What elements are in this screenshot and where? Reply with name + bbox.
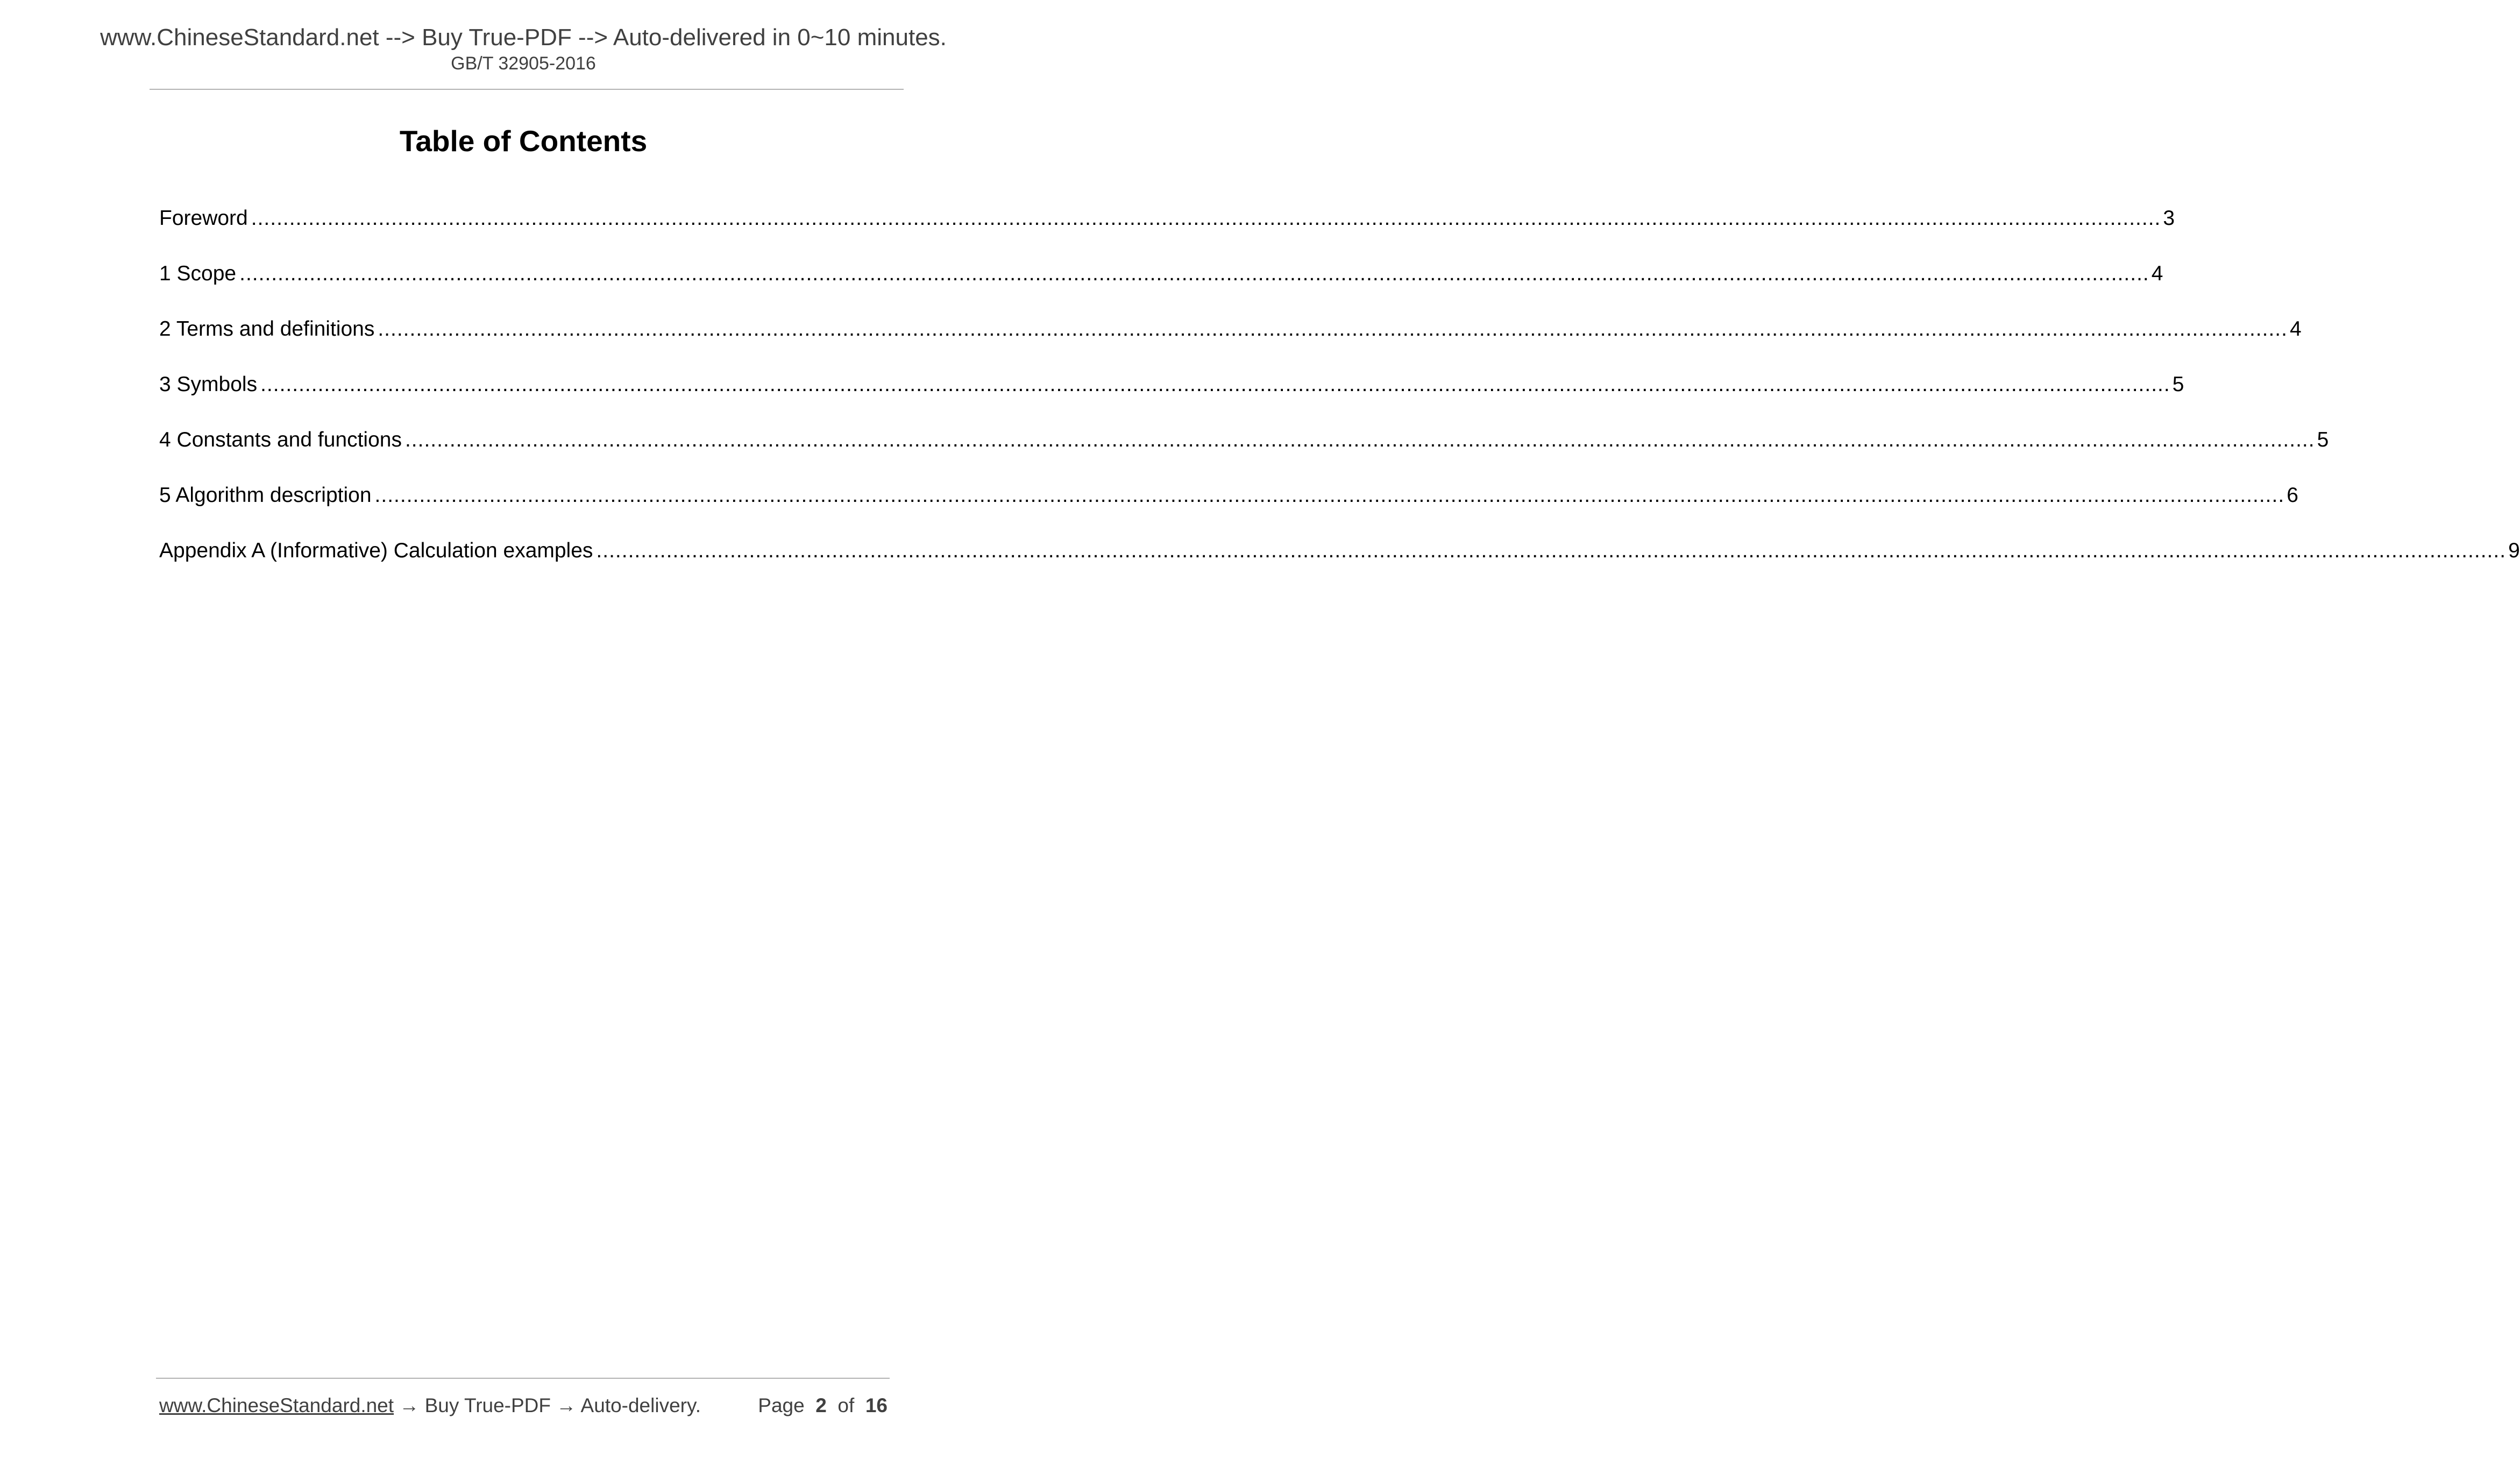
toc-entry-label: 3 Symbols <box>159 373 258 396</box>
toc-list <box>159 204 2520 592</box>
toc-leader-dots: ............................................................................................................................................................................................................................................................................................................ <box>251 207 2161 230</box>
page-current: 2 <box>815 1394 827 1416</box>
toc-leader-dots: ............................................................................................................................................................................................................................................................................................................ <box>404 428 2315 451</box>
toc-entry-label: 4 Constants and functions <box>159 428 402 451</box>
toc-leader-dots: ............................................................................................................................................................................................................................................................................................................ <box>374 484 2285 507</box>
toc-entry-scope[interactable] <box>159 260 2163 315</box>
header-banner: www.ChineseStandard.net --> Buy True-PDF --> Auto-delivered in 0~10 minutes. <box>100 24 947 51</box>
toc-leader-dots: ............................................................................................................................................................................................................................................................................................................ <box>239 262 2149 285</box>
toc-title: Table of Contents <box>399 124 648 158</box>
footer-buy-text: Buy True-PDF <box>424 1394 551 1416</box>
toc-entry-page: 9 <box>2508 539 2520 562</box>
arrow-right-icon: → <box>556 1394 577 1416</box>
header-divider <box>150 89 904 90</box>
toc-entry-label: 5 Algorithm description <box>159 484 372 507</box>
toc-entry-page: 5 <box>2172 373 2184 396</box>
toc-entry-algorithm[interactable] <box>159 481 2298 537</box>
toc-entry-label: Appendix A (Informative) Calculation examples <box>159 539 593 562</box>
document-id: GB/T 32905-2016 <box>451 53 596 74</box>
toc-entry-appendix-a[interactable] <box>159 537 2520 592</box>
toc-entry-foreword[interactable] <box>159 204 2175 260</box>
toc-entry-label: Foreword <box>159 207 248 230</box>
toc-entry-label: 2 Terms and definitions <box>159 317 375 341</box>
toc-entry-constants[interactable] <box>159 426 2329 481</box>
toc-entry-label: 1 Scope <box>159 262 237 285</box>
toc-entry-terms[interactable] <box>159 315 2302 371</box>
toc-entry-page: 4 <box>2151 262 2163 285</box>
toc-entry-page: 3 <box>2163 207 2175 230</box>
toc-entry-symbols[interactable] <box>159 371 2184 426</box>
page-word: Page <box>758 1394 805 1416</box>
page-number <box>758 1391 888 1421</box>
toc-entry-page: 5 <box>2317 428 2329 451</box>
footer-delivery-text: Auto-delivery. <box>580 1394 701 1416</box>
toc-entry-page: 4 <box>2289 317 2302 341</box>
toc-leader-dots: ............................................................................................................................................................................................................................................................................................................ <box>596 539 2507 562</box>
page-total: 16 <box>865 1394 888 1416</box>
toc-entry-page: 6 <box>2287 484 2298 507</box>
footer-site-link[interactable]: www.ChineseStandard.net <box>159 1394 394 1416</box>
toc-leader-dots: ............................................................................................................................................................................................................................................................................................................ <box>260 373 2170 396</box>
of-word: of <box>837 1394 855 1416</box>
toc-leader-dots: ............................................................................................................................................................................................................................................................................................................ <box>378 317 2288 341</box>
footer-left <box>159 1391 701 1421</box>
arrow-right-icon: → <box>399 1394 420 1416</box>
page-footer <box>159 1391 888 1421</box>
footer-divider <box>156 1378 890 1379</box>
